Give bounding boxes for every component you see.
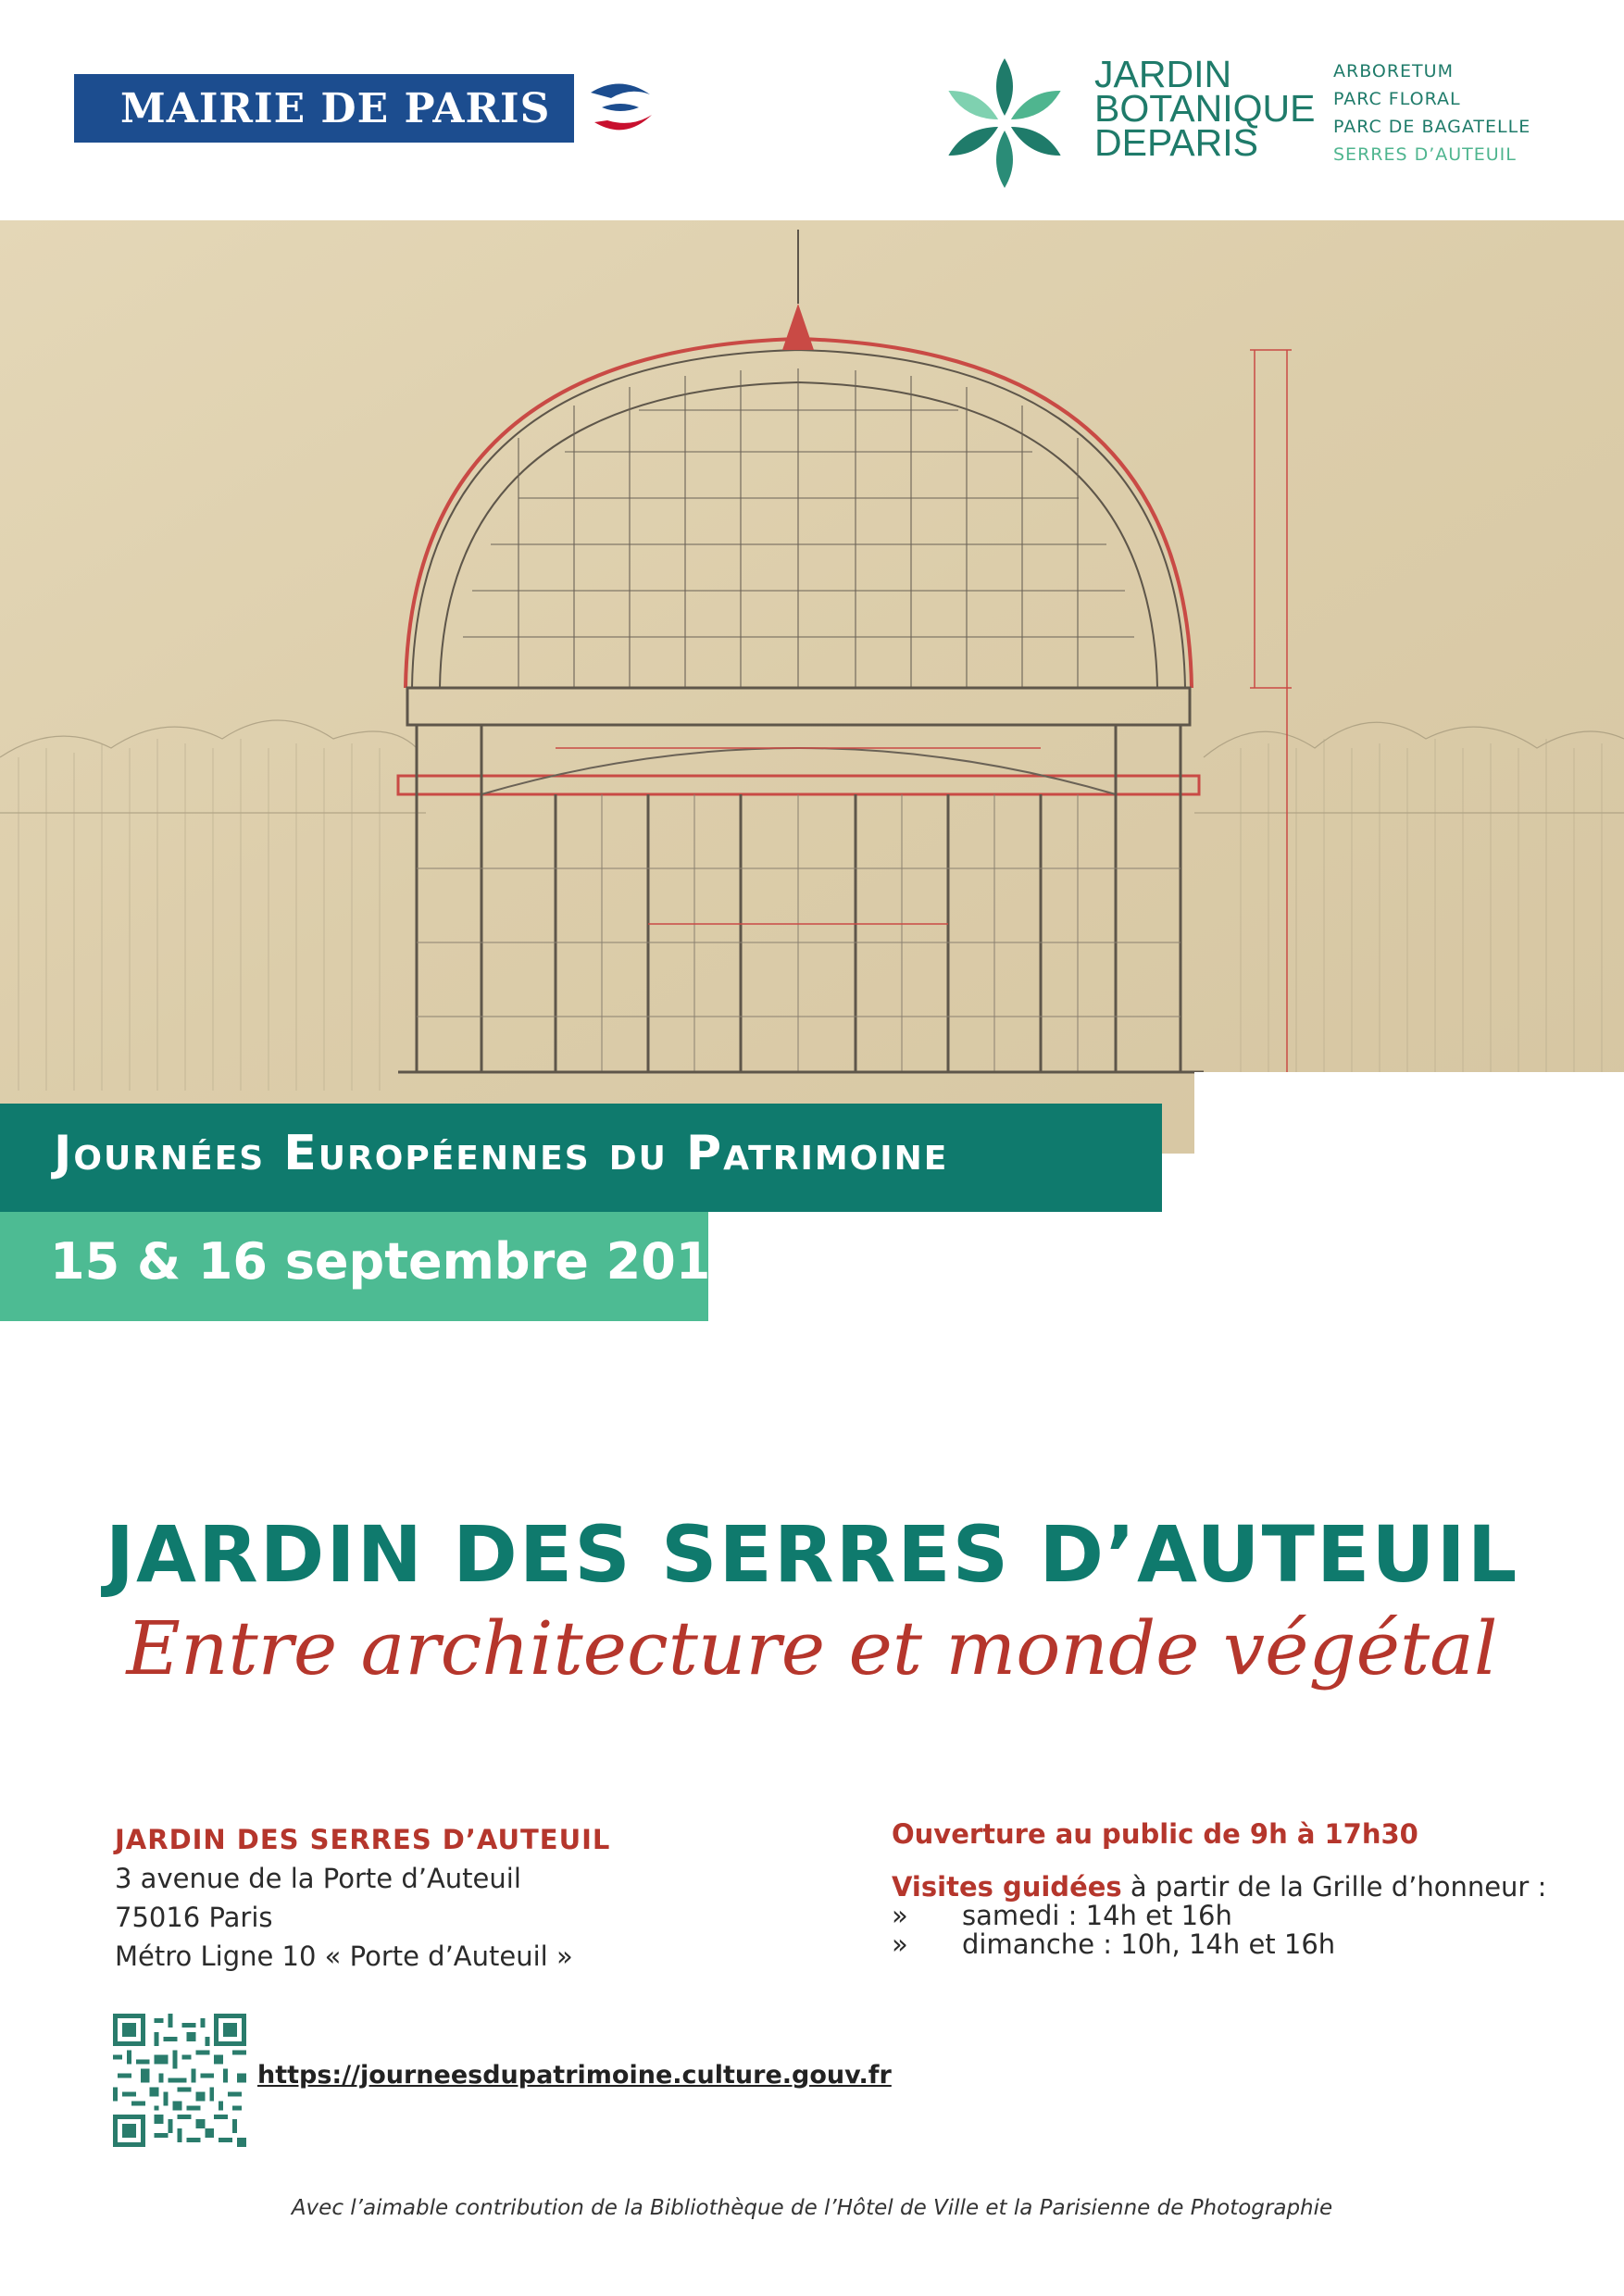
event-banner (0, 1104, 1162, 1212)
address-block (115, 1820, 610, 1976)
address-metro: Métro Ligne 10 « Porte d’Auteuil » (115, 1940, 573, 1972)
jardin-sites-list (1333, 57, 1530, 168)
list-item (892, 1930, 1546, 1959)
opening-hours: Ouverture au public de 9h à 17h30 (892, 1818, 1418, 1850)
paris-emblem-icon (574, 74, 667, 143)
jbp-name-line: BOTANIQUE (1094, 87, 1316, 130)
jbp-name-line: JARDIN (1094, 53, 1232, 95)
qr-code-icon[interactable] (113, 2014, 246, 2147)
jardin-botanique-name (1094, 53, 1316, 164)
page-subtitle: Entre architecture et monde végétal (126, 1605, 1498, 1691)
jbp-site: PARC FLORAL (1333, 89, 1461, 109)
address-street: 3 avenue de la Porte d’Auteuil (115, 1863, 521, 1894)
flower-logo-icon (935, 54, 1074, 193)
website-link[interactable]: https://journeesdupatrimoine.culture.gouv.fr (257, 2061, 892, 2090)
bullet: » (892, 1928, 908, 1960)
event-dates: 15 & 16 septembre 2018 (50, 1232, 745, 1291)
dates-banner (0, 1212, 745, 1321)
greenhouse-drawing-image (0, 220, 1624, 1154)
list-item (892, 1902, 1546, 1930)
jbp-site: PARC DE BAGATELLE (1333, 117, 1531, 137)
guided-tours-location: à partir de la Grille d’honneur : (1121, 1871, 1547, 1903)
schedule-sunday: dimanche : 10h, 14h et 16h (962, 1928, 1336, 1960)
page-title: JARDIN DES SERRES D’AUTEUIL (105, 1509, 1519, 1600)
jbp-name-line: DEPARIS (1094, 121, 1258, 164)
jbp-site: SERRES D’AUTEUIL (1333, 144, 1517, 165)
event-name: Journées Européennes du Patrimoine (54, 1126, 949, 1181)
jbp-site: ARBORETUM (1333, 61, 1454, 81)
mairie-logo-text: MAIRIE DE PARIS (120, 84, 551, 132)
jardin-botanique-logo (935, 54, 1546, 193)
bullet: » (892, 1900, 908, 1931)
mairie-de-paris-logo (74, 74, 667, 143)
address-heading: JARDIN DES SERRES D’AUTEUIL (115, 1824, 611, 1855)
schedule-block (892, 1820, 1546, 1959)
address-city: 75016 Paris (115, 1902, 273, 1933)
credit-line: Avec l’aimable contribution de la Bibliothèque de l’Hôtel de Ville et la Parisienne de Photographie (291, 2196, 1333, 2220)
schedule-saturday: samedi : 14h et 16h (962, 1900, 1232, 1931)
guided-tours-label: Visites guidées (892, 1871, 1122, 1903)
guided-tours-line (892, 1873, 1546, 1902)
